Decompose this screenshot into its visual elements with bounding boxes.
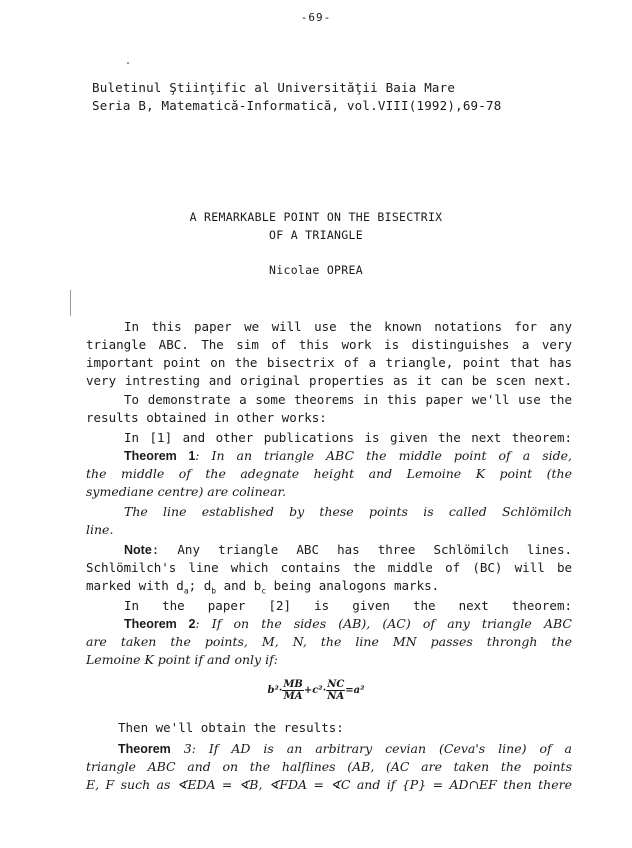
page-number: -69- [300,11,332,24]
note-line [124,541,572,559]
note-label: Note [124,543,152,557]
journal-line-2: Seria B, Matematică-Informatică, vol.VIII(1992),69-78 [92,98,502,113]
body-line: In the paper [2] is given the next theorem: [124,598,572,613]
note-line: marked with $d_a$; $d_b$ and $b_c$ being analogons marks. [86,578,440,596]
theorem-1-line: the middle of the adegnate height and Lemoine K point (the [86,466,572,481]
scan-mark [70,290,71,316]
body-line: very intresting and original properties as it can be scen next. [86,373,572,388]
theorem-1-line: symediane centre) are colinear. [86,484,287,499]
theorem-3-line: triangle ABC and on the halflines (AB, (AC are taken the points [86,759,572,774]
body-line: results obtained in other works: [86,410,327,425]
theorem-2-line: Lemoine K point if and only if: [86,652,278,667]
journal-line-1: Buletinul Ştiinţific al Universităţii Baia Mare [92,80,456,95]
body-line: To demonstrate a some theorems in this paper we'll use the [124,392,572,407]
theorem-3-text: 3: If AD is an arbitrary cevian (Ceva's line) of a [170,741,572,756]
formula: b²· $\frac{MB}{MA}$ +c²· $\frac{NC}{NA}$ =a² [267,679,365,702]
theorem-1-line [124,447,572,465]
theorem-2-line: are taken the points, M, N, the line MN passes throngh the [86,634,572,649]
paper-title-line-1: A REMARKABLE POINT ON THE BISECTRIX [189,210,443,224]
body-line: The line established by these points is called Schlömilch [124,504,572,519]
theorem-2-line [124,615,572,633]
scan-mark [127,62,129,64]
theorem-1-label: Theorem 1 [124,449,196,463]
body-line: In this paper we will use the known notations for any [124,319,572,334]
theorem-2-text: : If on the sides (AB), (AC) of any triangle ABC [195,616,572,631]
fraction-nc-na: $\frac{NC}{NA}$ [327,679,345,702]
theorem-3-line [118,740,572,758]
body-line: In [1] and other publications is given the next theorem: [124,430,572,445]
body-line: important point on the bisectrix of a triangle, point that has [86,355,572,370]
body-line: triangle ABC. The sim of this work is distinguishes a very [86,337,572,352]
theorem-1-text: : In an triangle ABC the middle point of a side, [195,448,572,463]
fraction-mb-ma: $\frac{MB}{MA}$ [283,679,303,702]
paper-title-line-2: OF A TRIANGLE [269,228,363,242]
note-line: Schlömilch's line which contains the middle of (BC) will be [86,560,572,575]
theorem-3-line: E, F such as ∢EDA = ∢B, ∢FDA = ∢C and if {P} = AD∩EF then there [86,777,572,792]
body-line: Then we'll obtain the results: [118,720,344,735]
theorem-3-label: Theorem [118,742,171,756]
note-text: : Any triangle ABC has three Schlömilch lines. [151,542,572,557]
theorem-2-label: Theorem 2 [124,617,196,631]
paper-author: Nicolae OPREA [269,263,363,277]
body-line: line. [86,522,114,537]
